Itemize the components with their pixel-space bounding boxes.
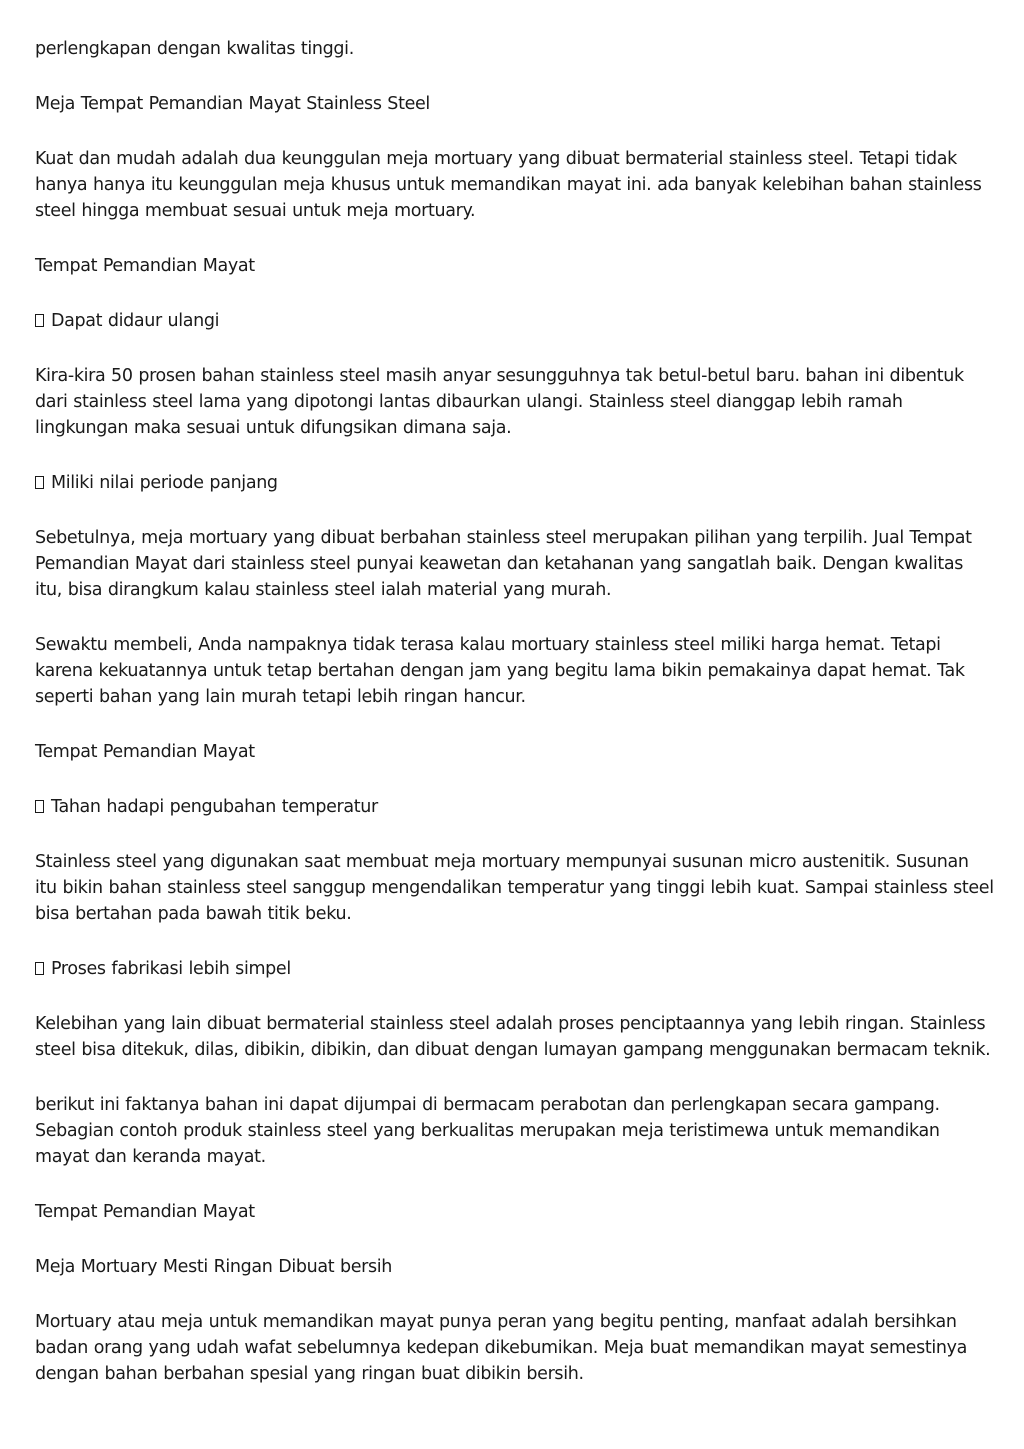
paragraph-text: Stainless steel yang digunakan saat membuat meja mortuary mempunyai susunan micro austenitik. Susunan itu bikin bahan stainless steel sanggup mengendalikan temperatur yang tinggi lebih kuat. Sampai stainless steel bisa bertahan pada bawah titik beku. [35, 852, 994, 924]
paragraph-text: Sebetulnya, meja mortuary yang dibuat berbahan stainless steel merupakan pilihan yang terpilih. Jual Tempat Pemandian Mayat dari stainless steel punyai keawetan dan ketahanan yang sangatlah baik. Dengan kwalitas itu, bisa dirangkum kalau stainless steel ialah material yang murah. [35, 528, 972, 600]
bullet-item [35, 956, 995, 982]
missing-glyph-box-icon [35, 800, 44, 813]
section-heading: Meja Mortuary Mesti Ringan Dibuat bersih [35, 1257, 393, 1277]
bullet-item [35, 794, 995, 820]
keyword-line: Tempat Pemandian Mayat [35, 256, 255, 276]
document-body [35, 36, 995, 1416]
keyword-line: Tempat Pemandian Mayat [35, 742, 255, 762]
missing-glyph-box-icon [35, 476, 44, 489]
bullet-item-label: Tahan hadapi pengubahan temperatur [51, 797, 378, 817]
bullet-item [35, 470, 995, 496]
paragraph-text: Kira-kira 50 prosen bahan stainless steel masih anyar sesungguhnya tak betul-betul baru. bahan ini dibentuk dari stainless steel lama yang dipotongi lantas dibaurkan ulangi. Stainless steel dianggap lebih ramah lingkungan maka sesuai untuk difungsikan dimana saja. [35, 366, 964, 438]
section-heading: Meja Tempat Pemandian Mayat Stainless Steel [35, 94, 430, 114]
bullet-item-label: Proses fabrikasi lebih simpel [51, 959, 291, 979]
keyword-line: Tempat Pemandian Mayat [35, 1202, 255, 1222]
paragraph-text: Mortuary atau meja untuk memandikan mayat punya peran yang begitu penting, manfaat adalah bersihkan badan orang yang udah wafat sebelumnya kedepan dikebumikan. Meja buat memandikan mayat semestinya dengan bahan berbahan spesial yang ringan buat dibikin bersih. [35, 1312, 967, 1384]
bullet-item [35, 308, 995, 334]
bullet-item-label: Miliki nilai periode panjang [51, 473, 278, 493]
missing-glyph-box-icon [35, 962, 44, 975]
paragraph-text: Sewaktu membeli, Anda nampaknya tidak terasa kalau mortuary stainless steel miliki harga hemat. Tetapi karena kekuatannya untuk tetap bertahan dengan jam yang begitu lama bikin pemakainya dapat hemat. Tak seperti bahan yang lain murah tetapi lebih ringan hancur. [35, 635, 965, 707]
paragraph-text: berikut ini faktanya bahan ini dapat dijumpai di bermacam perabotan dan perlengkapan secara gampang. Sebagian contoh produk stainless steel yang berkualitas merupakan meja teristimewa untuk memandikan mayat dan keranda mayat. [35, 1095, 940, 1167]
paragraph-text: Kelebihan yang lain dibuat bermaterial stainless steel adalah proses penciptaannya yang lebih ringan. Stainless steel bisa ditekuk, dilas, dibikin, dibikin, dan dibuat dengan lumayan gampang menggunakan bermacam teknik. [35, 1014, 991, 1060]
paragraph-text: perlengkapan dengan kwalitas tinggi. [35, 39, 354, 59]
bullet-item-label: Dapat didaur ulangi [51, 311, 220, 331]
paragraph-text: Kuat dan mudah adalah dua keunggulan meja mortuary yang dibuat bermaterial stainless steel. Tetapi tidak hanya hanya itu keunggulan meja khusus untuk memandikan mayat ini. ada banyak kelebihan bahan stainless steel hingga membuat sesuai untuk meja mortuary. [35, 149, 982, 221]
missing-glyph-box-icon [35, 314, 44, 327]
